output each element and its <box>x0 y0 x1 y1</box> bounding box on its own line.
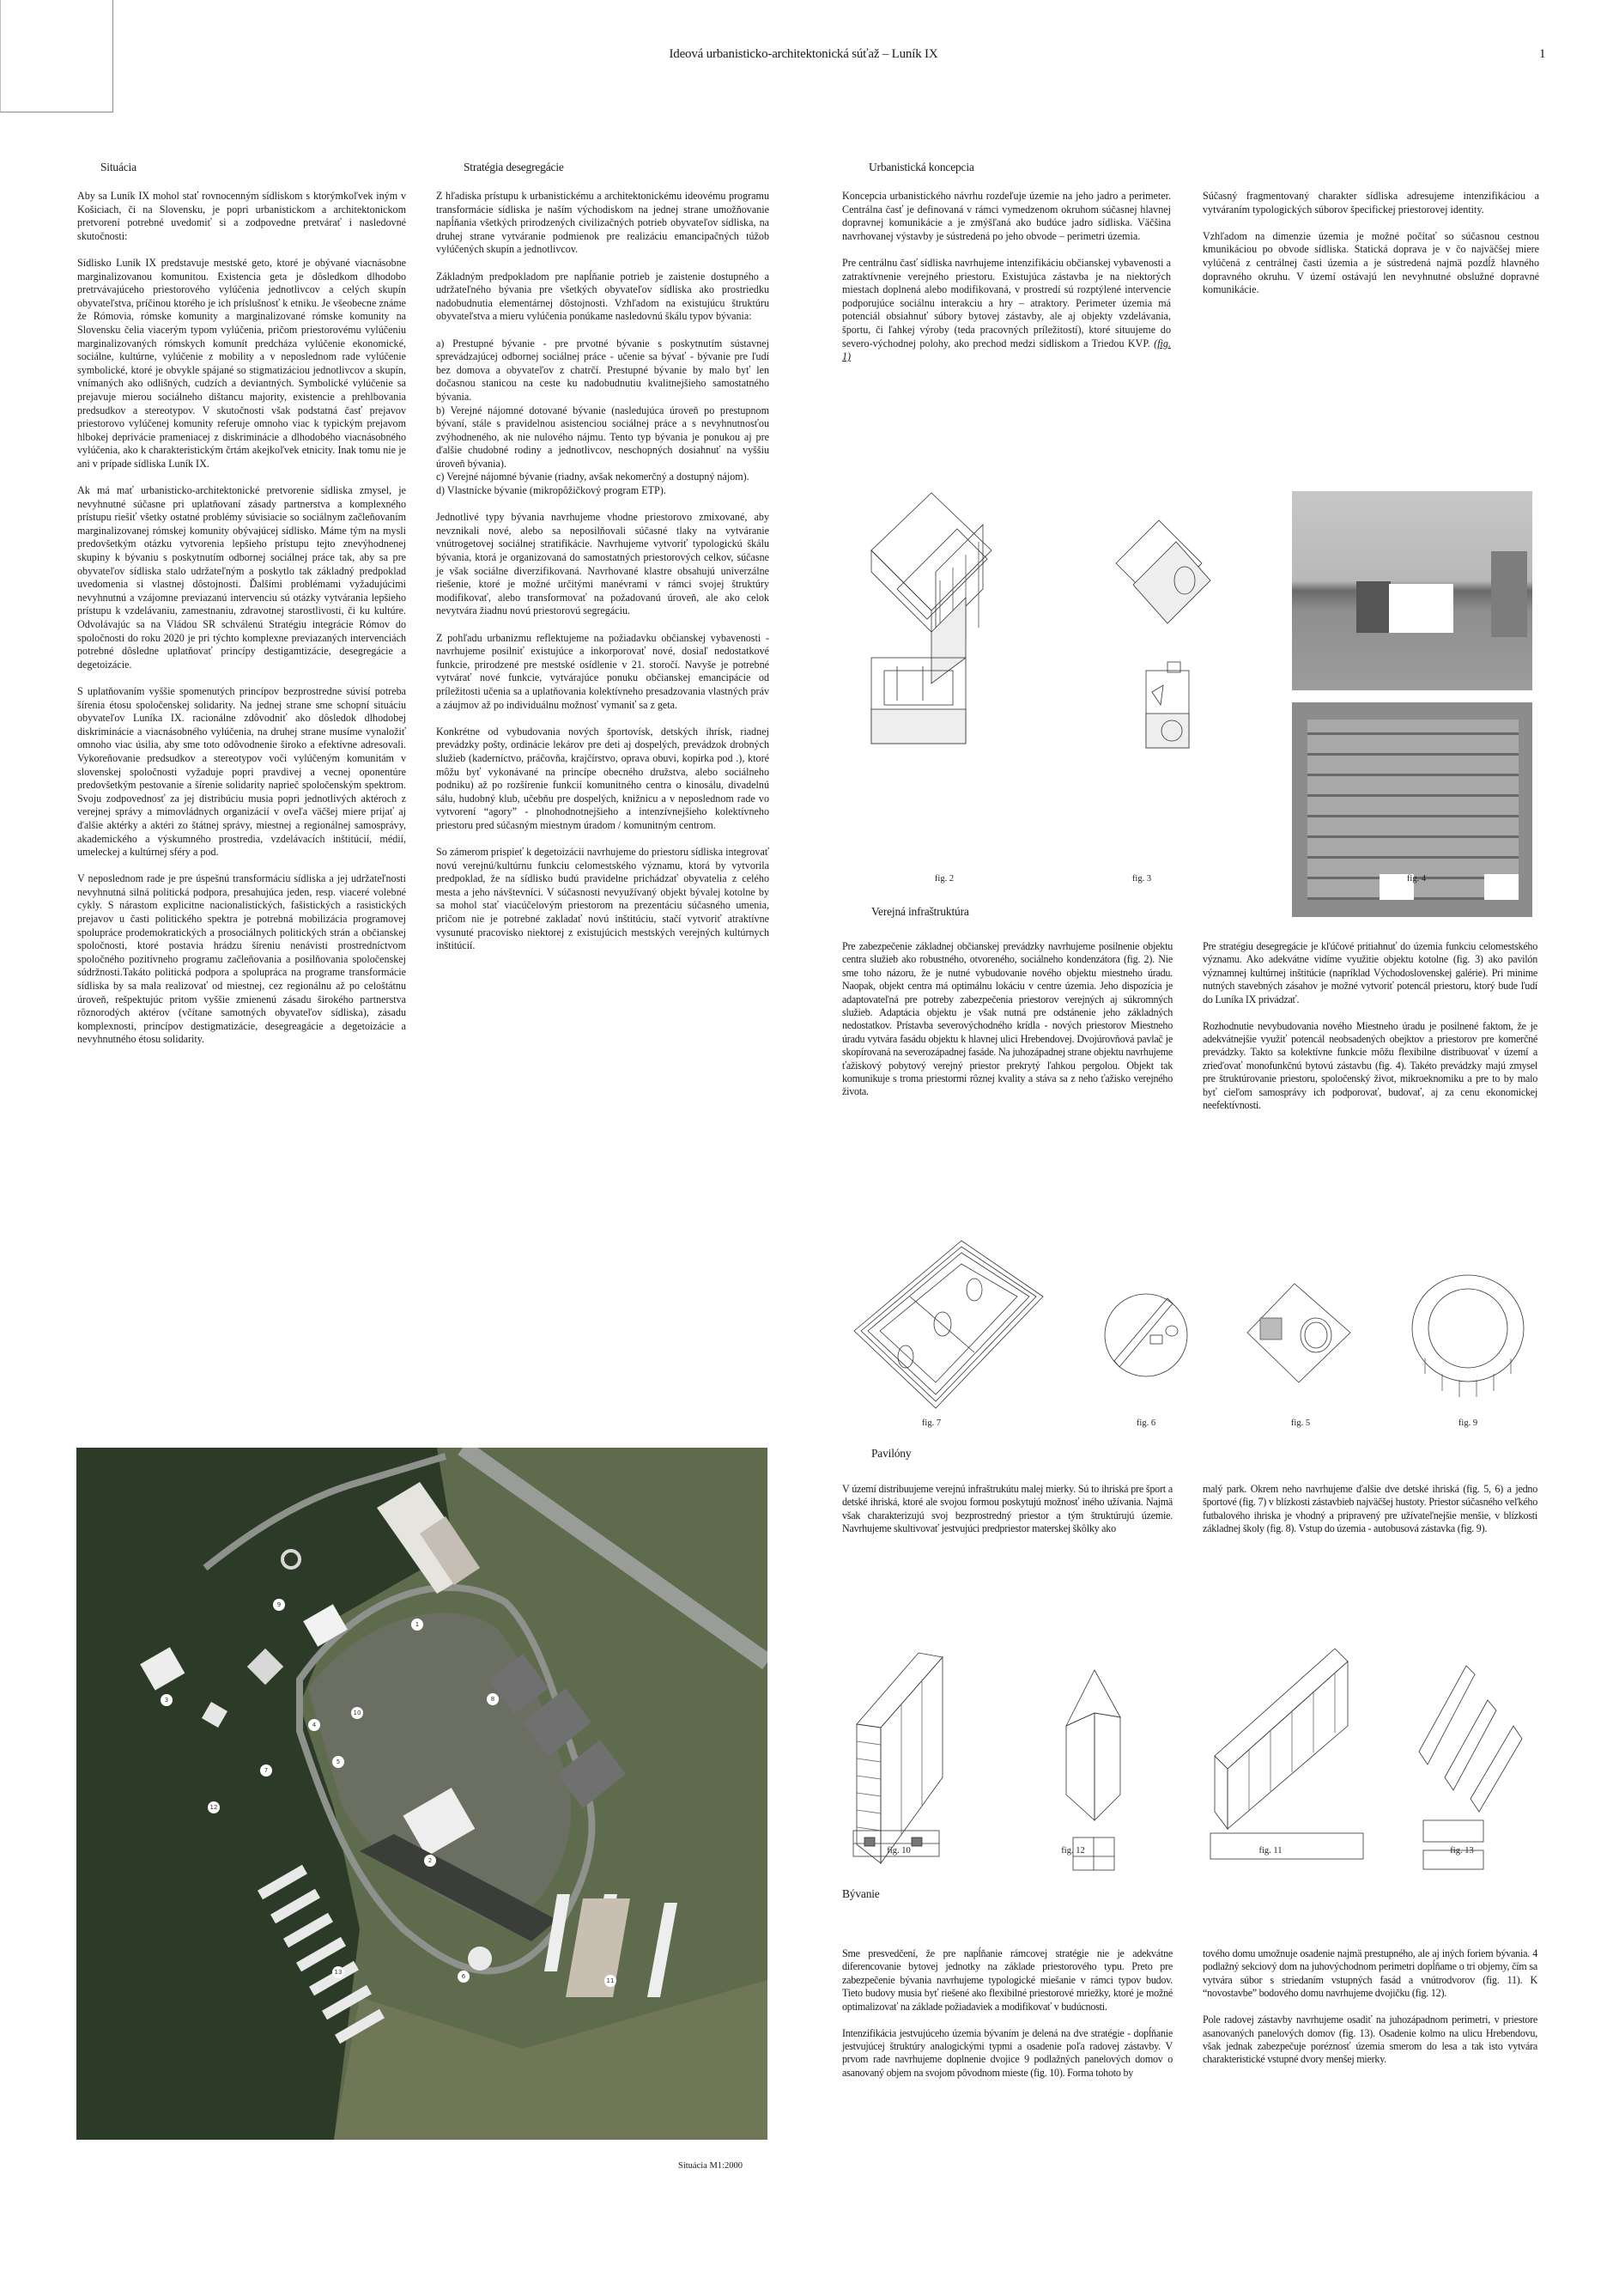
paragraph: V území distribuujeme verejnú infraštrukútu malej mierky. Sú to ihriská pre šport a detské ihriská, ktoré ale svojou formou poskytujú možnosť iného užívania. Najmä však charakterizujú svoj bezprostredný priestor a tým štruktúrujú územie. Navrhujeme skultivovať jestvujúci predpriestor materskej škôlky ako <box>842 1483 1173 1535</box>
paragraph: Rozhodnutie nevybudovania nového Miestneho úradu je posilnené faktom, že je adekvátnejšie využiť potencál neobsadených obejktov a priestorov pre komerčné prevádzky. Takto sa kolektívne funkcie môžu flexibilne distribuovať v území a zrieďovať monofunkčnú bytovú zástavbu (fig. 4). Takéto prevádzky majú zmysel pre štruktúrovanie priestoru, spoločenský život, mikroeknomiku a pre to by malo byť cieľom samosprávy ich podporovať, budovať, aj za cenu ekonomickej neefektívnosti. <box>1203 1019 1537 1112</box>
paragraph: malý park. Okrem neho navrhujeme ďalšie dve detské ihriská (fig. 5, 6) a jedno športové (fig. 7) v blízkosti zástavbieb najväčšej hustoty. Priestor súčasného veľkého futbalového ihriska je vhodný a pripravený pre užívateľnejšie menšie, v blízkosti základnej školy (fig. 8). Vstup do územia - autobusová zástavka (fig. 9). <box>1203 1483 1537 1535</box>
fig-label: fig. 13 <box>1450 1846 1474 1856</box>
paragraph: Vzhľadom na dimenzie územia je možné počítať so súčasnou cestnou kmunikáciou po obvode sídliska. Statická doprava je v čo najväčšej miere vylúčená z centrálnej časti územia a je sústredená najmä pozdĺž hlavného dopravného okruhu. V území ostávajú len nevyhnutné obslužné dopravné komunikácie. <box>1203 229 1539 296</box>
map-marker-5[interactable] <box>332 1752 344 1768</box>
fig-4-photo-panel-house <box>1292 702 1532 917</box>
paragraph: Koncepcia urbanistického návrhu rozdeľuje územie na jeho jadro a perimeter. Centrálna časť je definovaná v rámci vymedzenom okruhom súčasnej hlavnej dopravnej komunikácie a je zmýšľaná ako budúce jadro sídliska. Väčšina navrhovanej výstavby je sústredená po jeho obvode – perimetri územia. <box>842 190 1171 242</box>
fig-9-bus-stop <box>1408 1273 1528 1397</box>
fig-label: fig. 7 <box>921 1418 942 1428</box>
pavilony-column-2 <box>1203 1483 1537 1549</box>
photo-kiosk <box>1356 581 1391 633</box>
paragraph: Konkrétne od vybudovania nových športovísk, detských ihrísk, riadnej prevádzky pošty, ordinácie lekárov pre deti aj dospelých, prevádzok drobných služieb (kaderníctvo, práčovňa, krajčírstvo, oprava obuvi, kopírka pod .), ktoré môžu byť vykonávané na princípe obecného družstva, alebo sociálneho podniku) až po rozšírenie funkcií komunitného centra o kinosálu, divadelnú sálu, hudobný klub, učebňu pre dospelých, knižnicu a v neposlednom rade vo vytvorení “agory” - plnohodnotnejšieho a intenzívnejšieho kolektívneho priestoru pred súčasným miestnym úradom / komunitným centrom. <box>436 725 769 831</box>
fig-4-photo-pavilion <box>1292 491 1532 690</box>
paragraph: S uplatňovaním vyššie spomenutých princípov bezprostredne súvisí potreba šírenia étosu spoločenskej solidarity. Na jednej strane sme schopní situáciu obyvateľov Luníka IX. racionálne zdôvodniť ako dôsledok dlhodobej diskriminácie a viacnásobného vylúčenia, na druhej strane musíme vynaložiť omnoho viac úsilia, aby sme toto odôvodnenie široko a efektívne adresovali. Vykoreňovanie predsudkov a stereotypov voči vylúčeným komunitám v slovenskej spoločnosti vyžaduje popri pravdivej a vecnej oponentúre predovšetkým pestovanie a šírenie solidarity naprieč spoločenským spektrom. Svoju zodpovednosť za jej distribúciu musia popri jednotlivých aktéroch z verejnej správy a mimovládnych organizácií v oveľa väčšej miere prijať aj ďalšie aktérky a aktéri zo štátnej správy, miestnej a regionálnej samosprávy, akademického a výskumného prostredia, vzdelávacích inštitúcií, médií, umeleckej a kultúrnej sféry a pod. <box>77 684 406 859</box>
paragraph: Intenzifikácia jestvujúceho územia bývaním je delená na dve stratégie - dopĺňanie jestvujúcej štruktúry analogickými typmi a osadenie poľa radovej zástavby. V prvom rade navrhujeme doplnenie dvojice 9 podlažných panelových domov o asanovaný objem na svojom pôvodnom mieste (fig. 10). Forma tohoto by <box>842 2026 1173 2079</box>
koncepcia-column-1 <box>842 190 1171 377</box>
fig-label: fig. 3 <box>1131 874 1152 884</box>
photo-tower <box>1491 551 1527 637</box>
fig-label: fig. 9 <box>1458 1418 1478 1428</box>
heading-koncepcia: Urbanistická koncepcia <box>869 161 974 173</box>
marker-label: 4 <box>308 1719 320 1731</box>
fig-label: fig. 4 <box>1406 874 1427 884</box>
paragraph: Pre zabezpečenie základnej občianskej prevádzky navrhujeme posilnenie objektu centra služieb ako robustného, otvoreného, sociálneho kondenzátora (fig. 2). Nie sme toho názoru, že je nutné vybudovanie nového objektu miestneho úradu. Naopak, objekt centra má optimálnu lokáciu v centre územia. Jeho dispozícia je adaptovateľná pre potreby zabezpečenia priestorov verejných aj súkromných služieb. Adaptácia objektu je však nutná pre odstánenie jeho základných nedostatkov. Prístavba severovýchodného krídla - nových priestorov Miestneho úradu vytvára fasádu objektu k hlavnej ulici Hrebendovej. Dvojúrovňová pavlač je skopírovaná na severozápadnej fasáde. Na juhozápadnej strane objektu navrhujeme ťažiskový pobytový verejný priestor prekrytý ľahkou pergolou. Objekt tak komunikuje s troma priestormi rôznej kvality a stáva sa z neho ťažisko verejného života. <box>842 940 1173 1098</box>
fig-label: fig. 11 <box>1258 1846 1283 1856</box>
marker-label: 5 <box>332 1756 344 1768</box>
fig-label: fig. 5 <box>1290 1418 1311 1428</box>
marker-label: 2 <box>424 1855 436 1867</box>
site-map-aerial[interactable] <box>76 1448 767 2140</box>
map-marker-7[interactable] <box>260 1761 272 1777</box>
fig-1-link[interactable]: (fig. 1) <box>842 337 1171 363</box>
fig-10-panel-house <box>850 1649 944 1872</box>
fig-7-sports-field <box>846 1236 1052 1417</box>
paragraph: Z hľadiska prístupu k urbanistickému a architektonickému ideovému programu transformácie sídliska je naším východiskom na jednej strane umožňovanie napĺňania všetkých prirodzených civilizačných potrieb obyvateľov sídliska, na druhej strane vytváranie podmienok pre realizáciu emancipačných túžob vylúčených skupín a jednotlivcov. <box>436 190 769 256</box>
situacia-column <box>77 190 406 1060</box>
list-item: b) Verejné nájomné dotované bývanie (nasledujúca úroveň po prestupnom bývaní, stále s pravidelnou asistenciou sociálnej práce a s nevyhnutnosťou zvýhodneného, ak nie nulového nájmu. Tento typ bývania je ponukou aj pre ďalšie chudobné rodiny a jednotlivcov, neschopných dosiahnuť na vyššiu úroveň bývania). <box>436 404 769 470</box>
page-number: 1 <box>1539 47 1546 61</box>
photo-billboard <box>1389 584 1453 633</box>
paragraph: So zámerom prispieť k degetoizácii navrhujeme do priestoru sídliska integrovať novú verejnú/kultúrnu funkciu celomestského významu, ktorá by vytvorila predpoklad, že na sídlisko budú pravidelne prichádzať obyvatelia z celého mesta a jeho návštevníci. V súčasnosti nevyužívaný objekt bývalej kotolne by sa mohol stať viacúčelovým priestorom na prezentáciu súčasného umenia, pričom nie je potrebné zakladať novú inštitúciu, stačí vytvoriť atraktívne vysunuté pracovisko niektorej z existujúcich mestských verejných kultúrnych inštitúcií. <box>436 846 769 952</box>
fig-label: fig. 6 <box>1136 1418 1156 1428</box>
byvanie-column-1 <box>842 1947 1173 2093</box>
map-marker-4[interactable] <box>308 1716 320 1731</box>
fig-6-playground <box>1099 1288 1193 1382</box>
paragraph: Sme presvedčení, že pre napĺňanie rámcovej stratégie nie je adekvátne diferencovanie bytovej jednotky na základe priestorového typu. Preto pre zabezpečenie bývania navrhujeme typologické miešanie v rámci typov budov. Tieto budovy musia byť riešené ako flexibilné priestorové mriežky, ktoré je možné optimalizovať na základe požiadaviek a modifikovať v budúcnosti. <box>842 1947 1173 2013</box>
fig-2-drawing <box>846 486 1069 769</box>
paragraph: Ak má mať urbanisticko-architektonické pretvorenie sídliska zmysel, je nevyhnutné súčasne pri uplatňovaní zásady partnerstva a komplexného prístupu riešiť všetky ostatné problémy súvisiacie so sociálnym začleňovaním marginalizovanej rómskej komunity obývajúcej sídlisko. Máme tým na mysli predovšetkým otázku vytvorenia lepšieho prístupu tejto znevýhodnenej skupiny k bývaniu s poskytnutím odbornej sociálnej práce tak, aby sa pre obyvateľov sídliska stalo udržateľným a poskytlo tak základný predpoklad uvedomenia si vlastnej dôstojnosti. Ďalšími problémami vyžadujúcimi nevyhnutnú a vzájomne previazanú intervenciu sú otázky vytvárania lepšieho prístupu k vzdelávaniu, zamestnaniu, zdravotnej starostlivosti, či ku kultúre. Odvolávajúc sa na Vládou SR schválenú Stratégiu integrácie Rómov do spoločnosti do roku 2020 je pri týchto komplexne previazaných intervenciách potrebné dôsledne uplatňovať princípy destigamtizácie, desegregácie a degetoizácie. <box>77 484 406 671</box>
marker-label: 9 <box>273 1599 285 1611</box>
byvanie-column-2 <box>1203 1947 1537 2080</box>
heading-pavilony: Pavilóny <box>871 1447 912 1460</box>
map-marker-2[interactable] <box>424 1851 436 1867</box>
fig-label: fig. 12 <box>1061 1846 1085 1856</box>
marker-label: 11 <box>604 1975 616 1987</box>
marker-label: 13 <box>332 1966 344 1978</box>
page-title: Ideová urbanisticko-architektonická súťaž – Luník IX <box>669 47 938 61</box>
paragraph: V neposlednom rade je pre úspešnú transformáciu sídliska a jej udržateľnosti nevyhnutná silná politická podpora, presahujúca jeden, resp. viaceré volebné cykly. S nárastom explicitne nacionalistických, fašistických a rasistických prejavov u časti politického spektra je potrebná mobilizácia programovej spolupráce prodemokratických a prosociálnych politických strán a občianskej spoločnosti, ktoré postavia hrádzu šíreniu nenávisti prostredníctvom spoločného pozitívneho programu začleňovania a posilňovania spoločenskej súdržnosti.Takáto politická podpora a spolupráca na programe transformácie sídliska by sa mala realizovať od miestnej, cez regionálnu až po celoštátnu úroveň, rešpektujúc pritom vyššie zmienenú zásadu širokého partnerstva rôznorodých aktérov (včítane samotných obyvateľov sídliska), zásadu komplexnosti, princípov destigmatizácie, desegreagácie a degetoizácie a nevyhnutného étosu solidarity. <box>77 872 406 1046</box>
paragraph: Aby sa Luník IX mohol stať rovnocenným sídliskom s ktorýmkoľvek iným v Košiciach, či na Slovensku, je popri urbanistickom a architektonickom pretvorení potrebné uvedomiť si a zodpovedne pretvárať i nasledovné skutočnosti: <box>77 190 406 242</box>
map-marker-10[interactable] <box>351 1704 363 1719</box>
list-item: a) Prestupné bývanie - pre prvotné bývanie s poskytnutím sústavnej sprevádzajúcej odbornej sociálnej práce - učenie sa bývať - bývanie pre ľudí bez domova a obyvateľov z chatrčí. Prestupné bývanie by malo byť len dočasnou stanicou na ceste ku nadobudnutiu kvalitnejšieho samostatného bývania. <box>436 337 769 403</box>
map-marker-6[interactable] <box>458 1967 470 1983</box>
paragraph: tového domu umožnuje osadenie najmä prestupného, ale aj iných foriem bývania. 4 podlažný sekciový dom na juhovýchodnom perimetri dopĺňame o tri objemy, čím sa vytvára súbor s striedaním vstupných fasád a vnútrodvorov (fig. 11). K “novostavbe” bodového domu navrhujeme dvojičku (fig. 12). <box>1203 1947 1537 2000</box>
map-marker-13[interactable] <box>332 1963 344 1978</box>
paragraph: Pole radovej zástavby navrhujeme osadiť na juhozápadnom perimetri, v priestore asanovaných panelových domov (fig. 13). Osadenie kolmo na ulicu Hrebendovu, však jednak zabezpečuje poréznosť územia smerom do lesa a tak isto vytvára charakteristické vstupné dvory menšej mierky. <box>1203 2014 1537 2066</box>
fig-12-point-house <box>1064 1666 1125 1872</box>
heading-situacia: Situácia <box>100 161 136 173</box>
map-marker-11[interactable] <box>604 1971 616 1987</box>
paragraph: Súčasný fragmentovaný charakter sídliska adresujeme intenzifikáciou a vytváraním typologických súborov špecifickej priestorovej identity. <box>1203 190 1539 216</box>
fig-11-section-house <box>1206 1649 1369 1863</box>
map-marker-12[interactable] <box>208 1798 220 1813</box>
fig-13-row-houses <box>1415 1657 1526 1872</box>
fig-label: fig. 2 <box>934 874 955 884</box>
strategia-column <box>436 190 769 966</box>
paragraph: Jednotlivé typy bývania navrhujeme vhodne priestorovo zmixované, aby nevznikali nové, alebo sa neposilňovali súčasné tlaky na vytváranie vnútrogetovej sociálnej stratifikácie. Navrhujeme vytvoriť typologickú škálu bývania, ktorá je organizovaná do samostatných priestorových celkov, súčasne je však sociálne diverzifikovaná. Navrhované klastre obsahujú univerzálne riešenie, ktoré je možné určitými manévrami v rámci svojej štruktúry modifikovať, alebo transformovať na požadovanú úroveň, ale ako celok nevytvára žiadnu novú priestorovú segregáciu. <box>436 511 769 617</box>
marker-label: 6 <box>458 1971 470 1983</box>
koncepcia-column-2 <box>1203 190 1539 310</box>
fig-3-drawing <box>1082 486 1253 769</box>
marker-label: 10 <box>351 1707 363 1719</box>
list-item: d) Vlastnícke bývanie (mikropôžičkový program ETP). <box>436 484 666 497</box>
heading-infrastruktura: Verejná infraštruktúra <box>871 905 969 918</box>
heading-byvanie: Bývanie <box>842 1887 880 1900</box>
map-caption: Situácia M1:2000 <box>678 2161 743 2171</box>
marker-label: 12 <box>208 1801 220 1813</box>
heading-strategia: Stratégia desegregácie <box>464 161 564 173</box>
pavilony-column-1 <box>842 1483 1173 1549</box>
paragraph: Z pohľadu urbanizmu reflektujeme na požiadavku občianskej vybavenosti - navrhujeme posilniť existujúce a inkorporovať nové, dosiaľ nedostatkové funkcie, prirodzené pre mestské osídlenie v 21. storočí. Navyše je potrebné vytvárať nové funkcie, vytvárajúce ponuku občianskej emancipácie od príležitosti učenia sa a uplatňovania kolektívneho presadzovania vlastných práv a záujmov až po individuálnu možnosť vymaniť sa z geta. <box>436 631 769 711</box>
paragraph <box>842 257 1171 364</box>
marker-label: 3 <box>161 1694 173 1706</box>
photo-facade <box>1307 720 1519 900</box>
marker-label: 1 <box>411 1619 423 1631</box>
paragraph: Sídlisko Luník IX predstavuje mestské geto, ktoré je obývané viacnásobne marginalizovanou komunitou. Existencia geta je dôsledkom dlhodobo pretrvávajúceho priestorového vylúčenia jednotlivcov a celých skupín obyvateľstva, príčinou ktorého je ich príslušnosť k etniku. Je všeobecne známe že Rómovia, rómske komunity a marginalizované rómske komunity na Slovensku čelia viacerým typom vylúčenia, pričom priestorovému vylúčeniu marginalizovaných rómskych komunít predcháza vylúčenie ekonomické, sociálne, kultúrne, vylúčenie z mobility a v neposlednom rade vylúčenie symbolické, ktoré je obvykle spájané so stigmatizáciou jednotlivcov a skupín, vnímaných ako odlišných, cudzích a deviantných. Symbolické vylúčenie sa prejavuje mierou sociálneho dištancu majority, existencie a prehlbovania predsudkov a stereotypov. V skutočnosti však podstatná časť prejavov priestorovo vylúčenej komunity referuje omnoho viac k typickým prejavom hlbokej deprivácie prameniacej z diskriminácie a dlhodobého viacnásobného vylúčenia, ako k charakteristickým črtám akejkoľvek etnicity. Inak tomu nie je ani v prípade sídliska Luník IX. <box>77 256 406 470</box>
paragraph-text: Pre centrálnu časť sídliska navrhujeme intenzifikáciu občianskej vybavenosti a zatraktívnenie verejného priestoru. Existujúca zástavba je na niektorých miestach doplnená alebo modifikovaná, v prostredí sú rozptýlené intervencie podporujúce sociálnu interakciu a hry – atraktory. Perimeter územia má potenciál obsiahnuť súbory bytovej zástavby, ale aj objekty vzdelávania, športu, či ľahkej výroby (teda pracovných príležitostí), ktoré situujeme do severo-východnej polohy, ako prechod medzi sídliskom a Triedou KVP. <box>842 256 1171 349</box>
infrastruktura-column-1 <box>842 940 1173 1112</box>
marker-label: 8 <box>487 1693 499 1705</box>
map-marker-9[interactable] <box>273 1595 285 1611</box>
marker-label: 7 <box>260 1765 272 1777</box>
list-item: c) Verejné nájomné bývanie (riadny, avšak nekomerčný a dostupný nájom). <box>436 471 749 483</box>
map-marker-1[interactable] <box>411 1615 423 1631</box>
infrastruktura-column-2 <box>1203 940 1537 1126</box>
fig-label: fig. 10 <box>887 1846 911 1856</box>
fig-5-playground <box>1243 1279 1355 1387</box>
map-marker-8[interactable] <box>487 1690 499 1705</box>
paragraph: Základným predpokladom pre napĺňanie potrieb je zaistenie dostupného a udržateľného bývania pre všetkých obyvateľov sídliska ako prostriedku nadobudnutia elementárnej dôstojnosti. Vzhľadom na existujúcu štruktúru obyvateľstva a mieru vylúčenia ponúkame nasledovnú škálu typov bývania: <box>436 270 769 323</box>
photo-blank <box>1484 874 1519 900</box>
paragraph: Pre stratégiu desegregácie je kľúčové pritiahnuť do územia funkciu celomestského významu. Ako adekvátne vidíme využitie objektu kotolne (fig. 3) ako pavilón významnej kultúrnej inštitúcie (napríklad Východoslovenskej galérie). Pri minime nutných stavebných zásahov je možné vytvoriť potencál priestoru, ktorý bude ľudí do Luníka IX privádzať. <box>1203 940 1537 1005</box>
map-marker-3[interactable] <box>161 1691 173 1706</box>
